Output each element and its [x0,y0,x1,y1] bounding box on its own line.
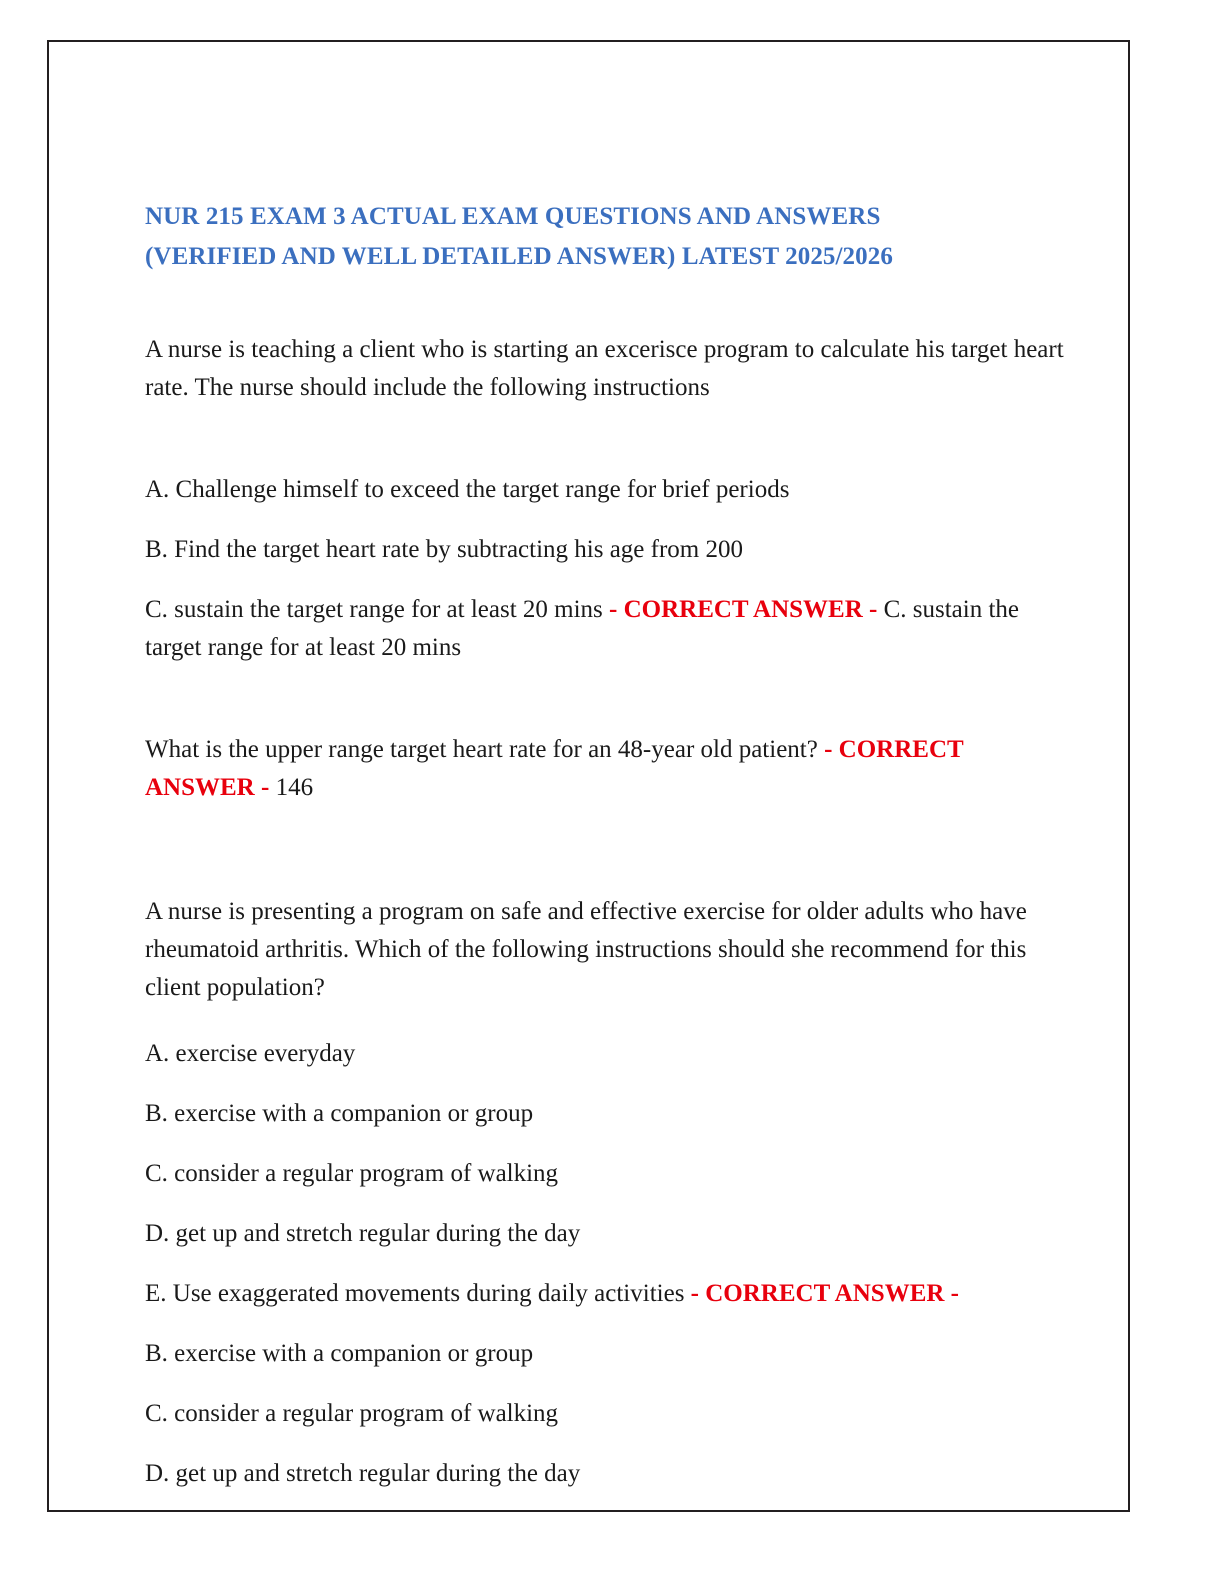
question-3-option-b: B. exercise with a companion or group [145,1100,534,1127]
document-content [145,197,1065,1515]
question-1-option-a: A. Challenge himself to exceed the target range for brief periods [145,476,790,503]
document-page [47,40,1130,1512]
question-3-option-a: A. exercise everyday [145,1040,356,1067]
question-2-answer-text: 146 [269,774,314,801]
question-2-text: What is the upper range target heart rate for an 48-year old patient? [145,736,825,763]
question-3-option-c: C. consider a regular program of walking [145,1160,559,1187]
question-3-option-d: D. get up and stretch regular during the day [145,1220,581,1247]
question-1-option-c: C. sustain the target range for at least 20 mins [145,596,610,623]
question-2-line [145,731,1065,807]
page-title: NUR 215 EXAM 3 ACTUAL EXAM QUESTIONS AND ANSWERS (VERIFIED AND WELL DETAILED ANSWER) LATEST 2025/2026 [145,203,893,270]
question-3-answer-line [145,1275,1065,1313]
question-3-answer-option-3: D. get up and stretch regular during the day [145,1460,581,1487]
question-3-answer-option-1: B. exercise with a companion or group [145,1340,534,1367]
correct-answer-marker: - CORRECT ANSWER - [145,736,964,801]
question-1-text: A nurse is teaching a client who is starting an excerisce program to calculate his target heart rate. The nurse should include the following instructions [145,336,1064,401]
spacer [145,835,1065,871]
correct-answer-marker: - CORRECT ANSWER - [609,596,878,623]
spacer [145,871,1065,893]
question-3-text: A nurse is presenting a program on safe and effective exercise for older adults who have rheumatoid arthritis. Which of the following instructions should she recommend for this client population? [145,898,1027,1001]
question-1-answer-text: C. sustain the target range for at least 20 mins [145,596,1020,661]
spacer [145,695,1065,731]
question-3-option-e: E. Use exaggerated movements during daily activities [145,1280,691,1307]
question-1-answer-line [145,591,1065,667]
spacer [145,435,1065,471]
question-3-answer-option-2: C. consider a regular program of walking [145,1400,559,1427]
question-1-option-b: B. Find the target heart rate by subtracting his age from 200 [145,536,743,563]
correct-answer-marker: - CORRECT ANSWER - [690,1280,959,1307]
